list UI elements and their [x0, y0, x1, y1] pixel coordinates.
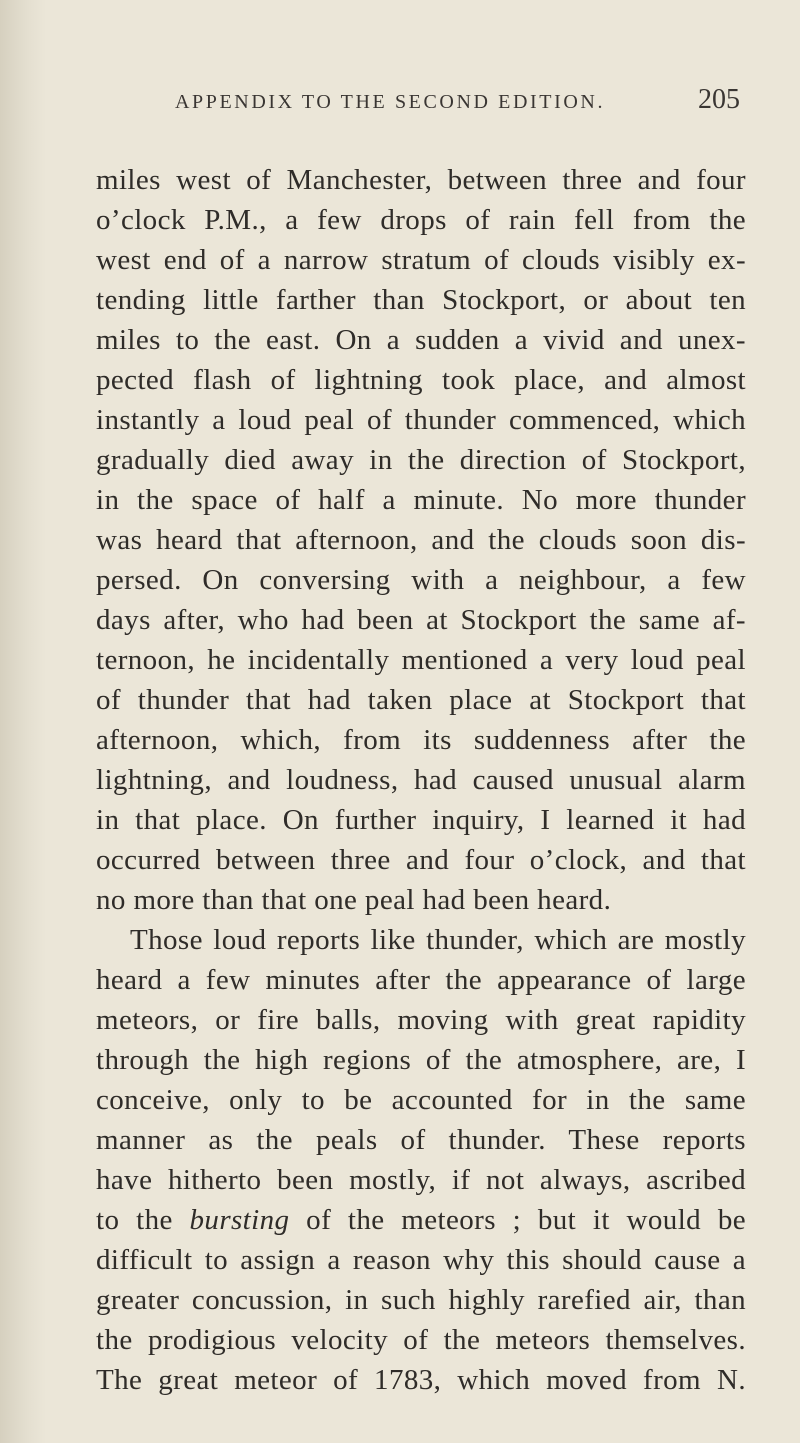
text-line: manner as the peals of thunder. These reports — [96, 1124, 746, 1156]
text-line: days after, who had been at Stockport the same af- — [96, 604, 746, 636]
text-line: difficult to assign a reason why this should cause a — [96, 1244, 746, 1276]
text-line: pected flash of lightning took place, and almost — [96, 364, 746, 396]
text-line: was heard that afternoon, and the clouds soon dis- — [96, 524, 746, 556]
text-line: tending little farther than Stockport, or about ten — [96, 284, 746, 316]
text-line: the prodigious velocity of the meteors themselves. — [96, 1324, 746, 1356]
text-line: of thunder that had taken place at Stockport that — [96, 684, 746, 716]
text-line: have hitherto been mostly, if not always, ascribed — [96, 1164, 746, 1196]
italic-word: bursting — [189, 1204, 290, 1236]
text-line: ternoon, he incidentally mentioned a very loud peal — [96, 644, 746, 676]
paragraph-end-line: no more than that one peal had been heard. — [96, 884, 612, 916]
text-line: gradually died away in the direction of Stockport, — [96, 444, 746, 476]
running-header: APPENDIX TO THE SECOND EDITION. — [175, 91, 606, 113]
text-line: The great meteor of 1783, which moved from N. — [96, 1364, 746, 1396]
page-edge-shadow — [0, 0, 46, 1443]
text-line: conceive, only to be accounted for in the same — [96, 1084, 746, 1116]
paragraph-start-line: Those loud reports like thunder, which are mostly — [130, 924, 746, 956]
text-line: in the space of half a minute. No more thunder — [96, 484, 746, 516]
text-line: lightning, and loudness, had caused unusual alarm — [96, 764, 746, 796]
body-text — [96, 160, 746, 1396]
text-line: afternoon, which, from its suddenness after the — [96, 724, 746, 756]
text-line: in that place. On further inquiry, I learned it had — [96, 804, 746, 836]
text-line: o’clock P.M., a few drops of rain fell from the — [96, 204, 746, 236]
text-line: through the high regions of the atmosphere, are, I — [96, 1044, 746, 1076]
text-line: miles west of Manchester, between three and four — [96, 164, 746, 196]
text-line: persed. On conversing with a neighbour, a few — [96, 564, 746, 596]
text-line-with-italic — [96, 1200, 746, 1240]
text-line: greater concussion, in such highly rarefied air, than — [96, 1284, 746, 1316]
text-line: instantly a loud peal of thunder commenced, which — [96, 404, 746, 436]
text-segment: to the — [96, 1204, 190, 1236]
text-line: heard a few minutes after the appearance of large — [96, 964, 746, 996]
text-line: meteors, or fire balls, moving with great rapidity — [96, 1004, 746, 1036]
page-number: 205 — [698, 84, 740, 115]
text-line: west end of a narrow stratum of clouds visibly ex- — [96, 244, 746, 276]
text-line: miles to the east. On a sudden a vivid and unex- — [96, 324, 746, 356]
text-line: occurred between three and four o’clock, and that — [96, 844, 746, 876]
text-segment: of the meteors ; but it would be — [289, 1204, 746, 1236]
